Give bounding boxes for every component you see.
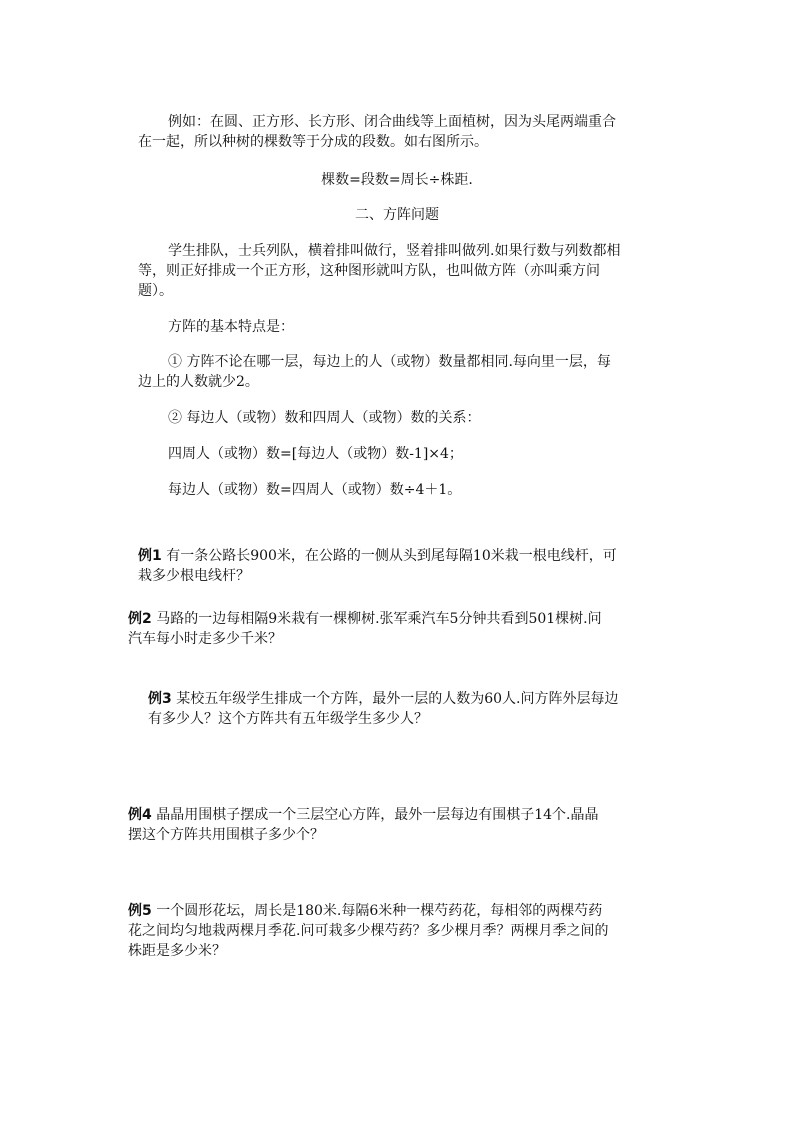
example-label: 例5: [128, 903, 152, 919]
example-text: 晶晶用围棋子摆成一个三层空心方阵，最外一层每边有围棋子14个.晶晶: [151, 807, 599, 823]
example-text: 马路的一边每相隔9米栽有一棵柳树.张军乘汽车5分钟共看到501棵树.问: [151, 611, 602, 627]
example-label: 例4: [128, 807, 152, 823]
example-5-line-2: 花之间均匀地栽两棵月季花.问可栽多少棵芍药？多少棵月季？两棵月季之间的: [128, 923, 609, 939]
example-2-line-2: 汽车每小时走多少千米？: [128, 631, 282, 647]
example-3-line-1: [148, 689, 618, 710]
example-3-line-2: 有多少人？这个方阵共有五年级学生多少人？: [148, 711, 428, 727]
intro-line-2: 在一起，所以种树的棵数等于分成的段数。如右图所示。: [138, 134, 488, 150]
example-label: 例3: [148, 691, 172, 707]
features-title: 方阵的基本特点是：: [168, 319, 294, 335]
formula-side: 每边人（或物）数=四周人（或物）数÷4＋1。: [168, 482, 462, 498]
example-1-line-1: [138, 546, 617, 567]
example-text: 有一条公路长900米，在公路的一侧从头到尾每隔10米栽一根电线杆，可: [161, 548, 617, 564]
example-label: 例2: [128, 611, 152, 627]
intro-formula: 棵数=段数=周长÷株距.: [321, 172, 473, 188]
example-4-line-2: 摆这个方阵共用围棋子多少个？: [128, 827, 324, 843]
example-4-line-1: [128, 805, 598, 826]
example-text: 一个圆形花坛，周长是180米.每隔6米种一棵芍药花，每相邻的两棵芍药: [151, 903, 603, 919]
example-text: 某校五年级学生排成一个方阵，最外一层的人数为60人.问方阵外层每边: [171, 691, 619, 707]
example-1-line-2: 栽多少根电线杆？: [138, 568, 250, 584]
section-para-line-1: 学生排队，士兵列队，横着排叫做行，竖着排叫做列.如果行数与列数都相: [168, 243, 621, 259]
example-5-line-3: 株距是多少米？: [128, 943, 226, 959]
example-5-line-1: [128, 901, 602, 922]
section-heading: 二、方阵问题: [355, 207, 439, 223]
section-para-line-3: 题）。: [138, 283, 173, 299]
feature-2: ② 每边人（或物）数和四周人（或物）数的关系：: [168, 410, 481, 426]
feature-1-line-1: ① 方阵不论在哪一层，每边上的人（或物）数量都相同.每向里一层，每: [168, 354, 611, 370]
intro-line-1: 例如：在圆、正方形、长方形、闭合曲线等上面植树，因为头尾两端重合: [168, 114, 616, 130]
section-para-line-2: 等，则正好排成一个正方形，这种图形就叫方队，也叫做方阵（亦叫乘方问: [138, 263, 600, 279]
example-label: 例1: [138, 548, 162, 564]
feature-1-line-2: 边上的人数就少2。: [138, 374, 259, 390]
example-2-line-1: [128, 609, 602, 630]
formula-perimeter: 四周人（或物）数=[每边人（或物）数-1]×4；: [168, 446, 463, 462]
